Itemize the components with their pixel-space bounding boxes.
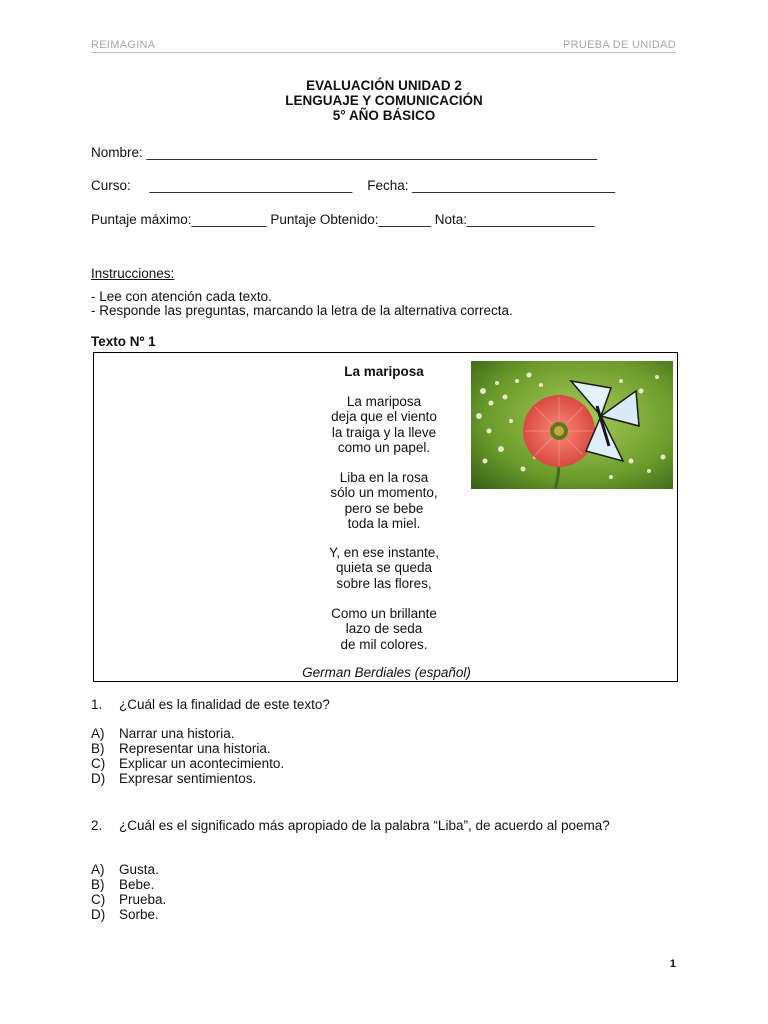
question-number: 2. bbox=[91, 818, 103, 833]
poem-line: toda la miel. bbox=[347, 515, 421, 531]
poem-line: como un papel. bbox=[337, 439, 431, 455]
header-left-text: REIMAGINA bbox=[91, 39, 156, 51]
poem-line: Y, en ese instante, bbox=[328, 545, 440, 560]
option-1c[interactable] bbox=[91, 756, 284, 771]
poem-author: German Berdiales (español) bbox=[302, 665, 471, 680]
option-2a[interactable] bbox=[91, 862, 159, 877]
question-number: 1. bbox=[91, 697, 103, 712]
poem-stanza bbox=[314, 545, 454, 591]
poem-line: sólo un momento, bbox=[330, 485, 438, 501]
header-divider bbox=[91, 52, 676, 53]
option-2b[interactable] bbox=[91, 877, 154, 892]
title-line-2: LENGUAJE Y COMUNICACIÓN bbox=[285, 93, 483, 108]
poem-title: La mariposa bbox=[344, 364, 424, 379]
curso-fecha-field[interactable]: Curso: ___________________________ Fecha: ___________________________ bbox=[91, 178, 615, 193]
poem-stanza bbox=[314, 394, 454, 455]
option-text: Sorbe. bbox=[119, 907, 159, 922]
option-letter: D) bbox=[91, 771, 106, 786]
poem-line: la traiga y la lleve bbox=[331, 424, 437, 440]
option-letter: A) bbox=[91, 862, 105, 877]
option-text: Representar una historia. bbox=[119, 741, 271, 756]
poem-line: Liba en la rosa bbox=[339, 470, 429, 485]
option-2c[interactable] bbox=[91, 892, 166, 907]
poem-box bbox=[93, 352, 678, 682]
instruction-item: - Lee con atención cada texto. bbox=[91, 289, 272, 304]
poem-line: deja que el viento bbox=[331, 409, 437, 425]
poem-stanza bbox=[314, 606, 454, 652]
option-letter: A) bbox=[91, 726, 105, 741]
page-number: 1 bbox=[669, 958, 676, 970]
option-text: Gusta. bbox=[119, 862, 159, 877]
poem-line: lazo de seda bbox=[345, 621, 423, 637]
question-text: ¿Cuál es el significado más apropiado de la palabra “Liba”, de acuerdo al poema? bbox=[119, 818, 610, 833]
question-2 bbox=[91, 818, 691, 850]
puntaje-field[interactable]: Puntaje máximo:__________ Puntaje Obtenido:_______ Nota:_________________ bbox=[91, 212, 595, 227]
option-letter: D) bbox=[91, 907, 106, 922]
poem-line: sobre las flores, bbox=[336, 575, 432, 591]
instruction-item: - Responde las preguntas, marcando la letra de la alternativa correcta. bbox=[91, 303, 513, 318]
title-line-1: EVALUACIÓN UNIDAD 2 bbox=[306, 78, 462, 93]
option-text: Bebe. bbox=[119, 877, 155, 892]
butterfly-flower-illustration bbox=[471, 361, 673, 489]
poem-line: La mariposa bbox=[346, 394, 422, 409]
poem-line: pero se bebe bbox=[344, 500, 424, 516]
option-letter: C) bbox=[91, 892, 106, 907]
option-letter: C) bbox=[91, 756, 106, 771]
poem-line: quieta se queda bbox=[335, 560, 433, 576]
butterfly-flower-image bbox=[471, 361, 673, 489]
option-text: Narrar una historia. bbox=[119, 726, 235, 741]
nombre-field[interactable]: Nombre: ____________________________________________________________ bbox=[91, 145, 597, 160]
option-1b[interactable] bbox=[91, 741, 271, 756]
poem-line: Como un brillante bbox=[331, 606, 437, 621]
option-text: Prueba. bbox=[119, 892, 167, 907]
option-2d[interactable] bbox=[91, 907, 159, 922]
poem-stanza bbox=[314, 470, 454, 531]
option-text: Explicar un acontecimiento. bbox=[119, 756, 285, 771]
option-1a[interactable] bbox=[91, 726, 235, 741]
instructions-heading: Instrucciones: bbox=[91, 266, 175, 281]
question-text: ¿Cuál es la finalidad de este texto? bbox=[119, 697, 330, 712]
option-letter: B) bbox=[91, 877, 105, 892]
header-right-text: PRUEBA DE UNIDAD bbox=[563, 39, 676, 51]
option-text: Expresar sentimientos. bbox=[119, 771, 257, 786]
option-letter: B) bbox=[91, 741, 105, 756]
title-line-3: 5° AÑO BÁSICO bbox=[332, 108, 436, 123]
poem-line: de mil colores. bbox=[340, 636, 428, 652]
question-1 bbox=[91, 697, 691, 713]
option-1d[interactable] bbox=[91, 771, 256, 786]
texto-label: Texto Nº 1 bbox=[91, 334, 156, 349]
